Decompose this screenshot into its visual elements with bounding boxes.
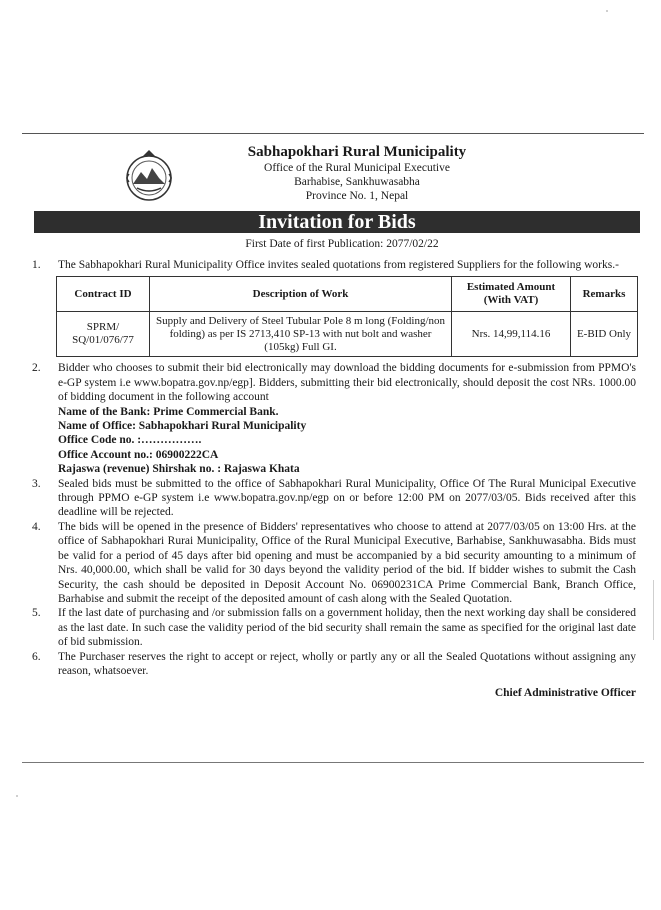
office-account: Office Account no.: 06900222CA: [58, 448, 219, 461]
office-code: Office Code no. :…………….: [58, 434, 202, 447]
clause-text: The Purchaser reserves the right to accept or reject, wholly or partly any or all the Sealed Quotations without assigning any reason, whatsoever.: [58, 650, 636, 677]
scan-speck: [16, 795, 18, 797]
clause-text: The Sabhapokhari Rural Municipality Office invites sealed quotations from registered Suppliers for the following works.-: [58, 259, 619, 271]
clause-text: If the last date of purchasing and /or submission falls on a government holiday, then the next working day shall be considered as the last date. In such case the validity period of the bid security shall remain the same as specified for the original last date of bid submission.: [58, 607, 636, 649]
clause-1: [32, 258, 636, 272]
bid-table: [56, 276, 638, 357]
column-header: Remarks: [571, 277, 638, 312]
clause-number: 2.: [32, 362, 41, 375]
letterhead: [162, 144, 552, 203]
scan-edge-line: [653, 580, 654, 640]
org-office: Office of the Rural Municipal Executive: [264, 162, 450, 174]
contract-id-cell: SPRM/ SQ/01/076/77: [57, 312, 150, 357]
scan-speck: [606, 10, 608, 12]
table-header-row: [57, 277, 638, 312]
column-header: Contract ID: [57, 277, 150, 312]
clause-text: The bids will be opened in the presence of Bidders' representatives who choose to attend at 2077/03/05 on 13:00 Hrs. at the office of Sabhapokhari Rurai Municipality, Office of the Rural Municipal Executive, Barhabise, Sankhuwasabha. Bids must be valid for a period of 45 days after bid opening and must be accompanied by a bid security amounting to a minimum of Nrs. 40,000.00, which shall be valid for 30 days beyond the validity period of the bid. If bidder wishes to submit the Cash Security, the cash should be deposited in Deposit Account No. 06900231CA Prime Commercial Bank, Branch Office, Barhabise and submit the receipt of the deposited amount of cash along with the Sealed Quotation.: [58, 520, 636, 605]
notice-title: Invitation for Bids: [34, 211, 640, 233]
org-name: Sabhapokhari Rural Municipality: [247, 144, 467, 160]
clause-6: [32, 650, 636, 679]
org-province: Province No. 1, Nepal: [305, 190, 409, 202]
publication-date: First Date of first Publication: 2077/02/22: [245, 238, 439, 250]
notice-sheet: [22, 133, 644, 763]
signatory: Chief Administrative Officer: [494, 687, 636, 700]
clause-number: 1.: [32, 259, 41, 271]
bank-name: Name of the Bank: Prime Commercial Bank.: [58, 405, 279, 418]
amount-cell: Nrs. 14,99,114.16: [452, 312, 571, 357]
remarks-cell: E-BID Only: [571, 312, 638, 357]
table-row: [57, 312, 638, 357]
clause-4: [32, 520, 636, 606]
clause-5: [32, 606, 636, 649]
clause-number: 5.: [32, 607, 41, 620]
office-name: Name of Office: Sabhapokhari Rural Municipality: [58, 420, 307, 433]
column-header: Description of Work: [150, 277, 452, 312]
column-header: Estimated Amount (With VAT): [452, 277, 571, 312]
rajaswa-shirshak: Rajaswa (revenue) Shirshak no. : Rajaswa Khata: [58, 463, 300, 476]
clause-number: 4.: [32, 520, 41, 533]
clause-text: Sealed bids must be submitted to the office of Sabhapokhari Rural Municipality, Office Of The Rural Municipal Executive through PPMO e-GP system i.e www.bopatra.gov.np/egp on or before 12:00 PM on 2077/03/05. Bids received after this deadline will be rejected.: [58, 477, 636, 519]
clause-3: [32, 477, 636, 520]
clause-text: Bidder who chooses to submit their bid electronically may download the bidding documents for e-submission from PPMO's e-GP system i.e www.bopatra.gov.np/egp]. Bidders, submitting their bid electronically, should deposit the cost NRs. 1000.00 of bidding document in the following account: [58, 362, 636, 404]
description-cell: Supply and Delivery of Steel Tubular Pole 8 m long (Folding/non folding) as per IS 2713,410 SP-13 with nut bolt and washer (105kg) Full GI.: [150, 312, 452, 357]
notice-body: [32, 258, 636, 701]
org-address: Barhabise, Sankhuwasabha: [294, 176, 420, 188]
clause-number: 6.: [32, 650, 41, 663]
clause-2: [32, 361, 636, 476]
clause-number: 3.: [32, 477, 41, 490]
